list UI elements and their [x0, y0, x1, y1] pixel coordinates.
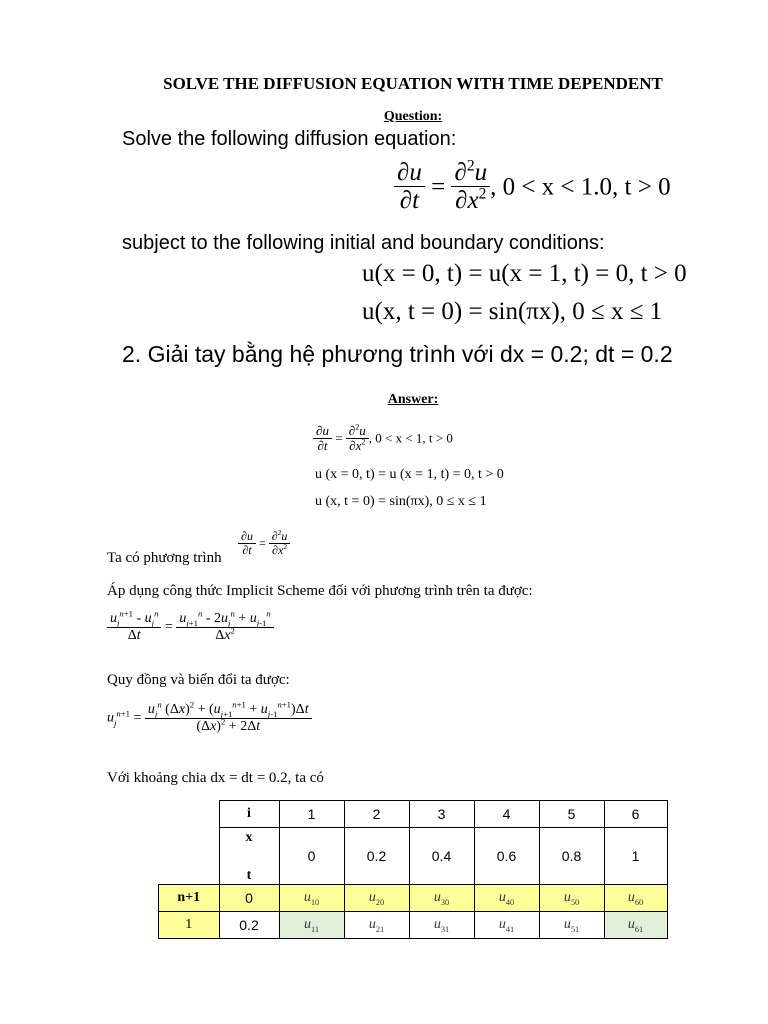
answer-domain: , 0 < x < 1, t > 0: [368, 430, 453, 446]
text-quy-dong: Quy đồng và biến đổi ta được:: [107, 672, 290, 688]
question-intro: Solve the following diffusion equation:: [122, 128, 457, 150]
x-cell: 0.4: [409, 828, 474, 885]
header-x: x: [245, 830, 253, 845]
question-pde: $\frac{\partial u}{\partial t}$ = $\frac{\partial^2u}{\partial x^2}$ , 0 < x < 1.0, t > 0: [394, 160, 671, 215]
implicit-scheme-formula: $\frac{u_j^{n+1} - u_j^n}{\Delta t}$ = $\frac{u_{j+1}^n - 2u_j^n + u_{j-1}^n}{\Delta x^2}$: [107, 612, 274, 643]
u-cell: $u_{51}$: [539, 912, 604, 939]
grid-table: [158, 800, 668, 939]
question-label: Question:: [383, 109, 443, 124]
u-cell: $u_{30}$: [409, 885, 474, 912]
answer-initial-condition: u (x, t = 0) = sin(πx), 0 ≤ x ≤ 1: [315, 494, 487, 509]
x-cell: 1: [604, 828, 667, 885]
u-cell: $u_{40}$: [474, 885, 539, 912]
answer-pde: $\frac{\partial u}{\partial t}$ = $\frac{\partial^2u}{\partial x^2}$ , 0 < x < 1, t > 0: [313, 424, 453, 453]
i-cell: 6: [604, 801, 667, 828]
u-cell: $u_{61}$: [604, 912, 667, 939]
u-cell: $u_{20}$: [344, 885, 409, 912]
x-cell: 0.6: [474, 828, 539, 885]
text-khoang-chia: [107, 770, 324, 787]
table-side-empty: [159, 828, 220, 885]
answer-label: Answer:: [387, 392, 439, 407]
text-ta-co: Ta có phương trình: [107, 550, 222, 566]
step-size-math: dx = dt = 0.2: [210, 770, 288, 786]
question-boundary-conditions: u(x = 0, t) = u(x = 1, t) = 0, t > 0: [362, 260, 687, 287]
t-cell: 0.2: [219, 912, 279, 939]
table-row-i: [159, 801, 668, 828]
row-label: 1: [159, 912, 220, 939]
table-row: [159, 912, 668, 939]
u-cell: $u_{21}$: [344, 912, 409, 939]
text-khoang-chia-prefix: Với khoảng chia: [107, 770, 207, 786]
i-cell: 3: [409, 801, 474, 828]
table-corner-empty: [159, 801, 220, 828]
i-cell: 5: [539, 801, 604, 828]
x-cell: 0.8: [539, 828, 604, 885]
u-cell: $u_{60}$: [604, 885, 667, 912]
header-x-t: [219, 828, 279, 885]
text-khoang-chia-suffix: , ta có: [287, 770, 324, 786]
table-row: [159, 885, 668, 912]
question-task: 2. Giải tay bằng hệ phương trình với dx = 0.2; dt = 0.2: [122, 341, 673, 367]
u-cell: $u_{11}$: [279, 912, 344, 939]
question-domain: , 0 < x < 1.0, t > 0: [490, 173, 671, 201]
i-cell: 1: [279, 801, 344, 828]
x-cell: 0.2: [344, 828, 409, 885]
table-row-x: [159, 828, 668, 885]
row-label: n+1: [159, 885, 220, 912]
rearranged-formula: $u_j^{n+1}$ = $\frac{u_j^n (\Delta x)^2 + (u_{j+1}^{n+1} + u_{j-1}^{n+1})\Delta t}{(\Delta x)^2 + 2\Delta t}$: [107, 703, 312, 734]
u-cell: $u_{50}$: [539, 885, 604, 912]
x-cell: 0: [279, 828, 344, 885]
header-t: t: [246, 868, 252, 883]
conditions-intro: subject to the following initial and boundary conditions:: [122, 232, 605, 254]
u-cell: $u_{10}$: [279, 885, 344, 912]
question-initial-condition: u(x, t = 0) = sin(πx), 0 ≤ x ≤ 1: [362, 298, 663, 325]
i-cell: 4: [474, 801, 539, 828]
u-cell: $u_{31}$: [409, 912, 474, 939]
header-i: i: [219, 801, 279, 828]
u-cell: $u_{41}$: [474, 912, 539, 939]
t-cell: 0: [219, 885, 279, 912]
document-title: SOLVE THE DIFFUSION EQUATION WITH TIME DEPENDENT: [163, 74, 663, 93]
i-cell: 2: [344, 801, 409, 828]
inline-pde: $\frac{\partial u}{\partial t}$ = $\frac{\partial^2u}{\partial x^2}$: [238, 530, 290, 557]
text-implicit-scheme: Áp dụng công thức Implicit Scheme đối với phương trình trên ta được:: [107, 583, 533, 599]
answer-boundary-conditions: u (x = 0, t) = u (x = 1, t) = 0, t > 0: [315, 467, 504, 482]
